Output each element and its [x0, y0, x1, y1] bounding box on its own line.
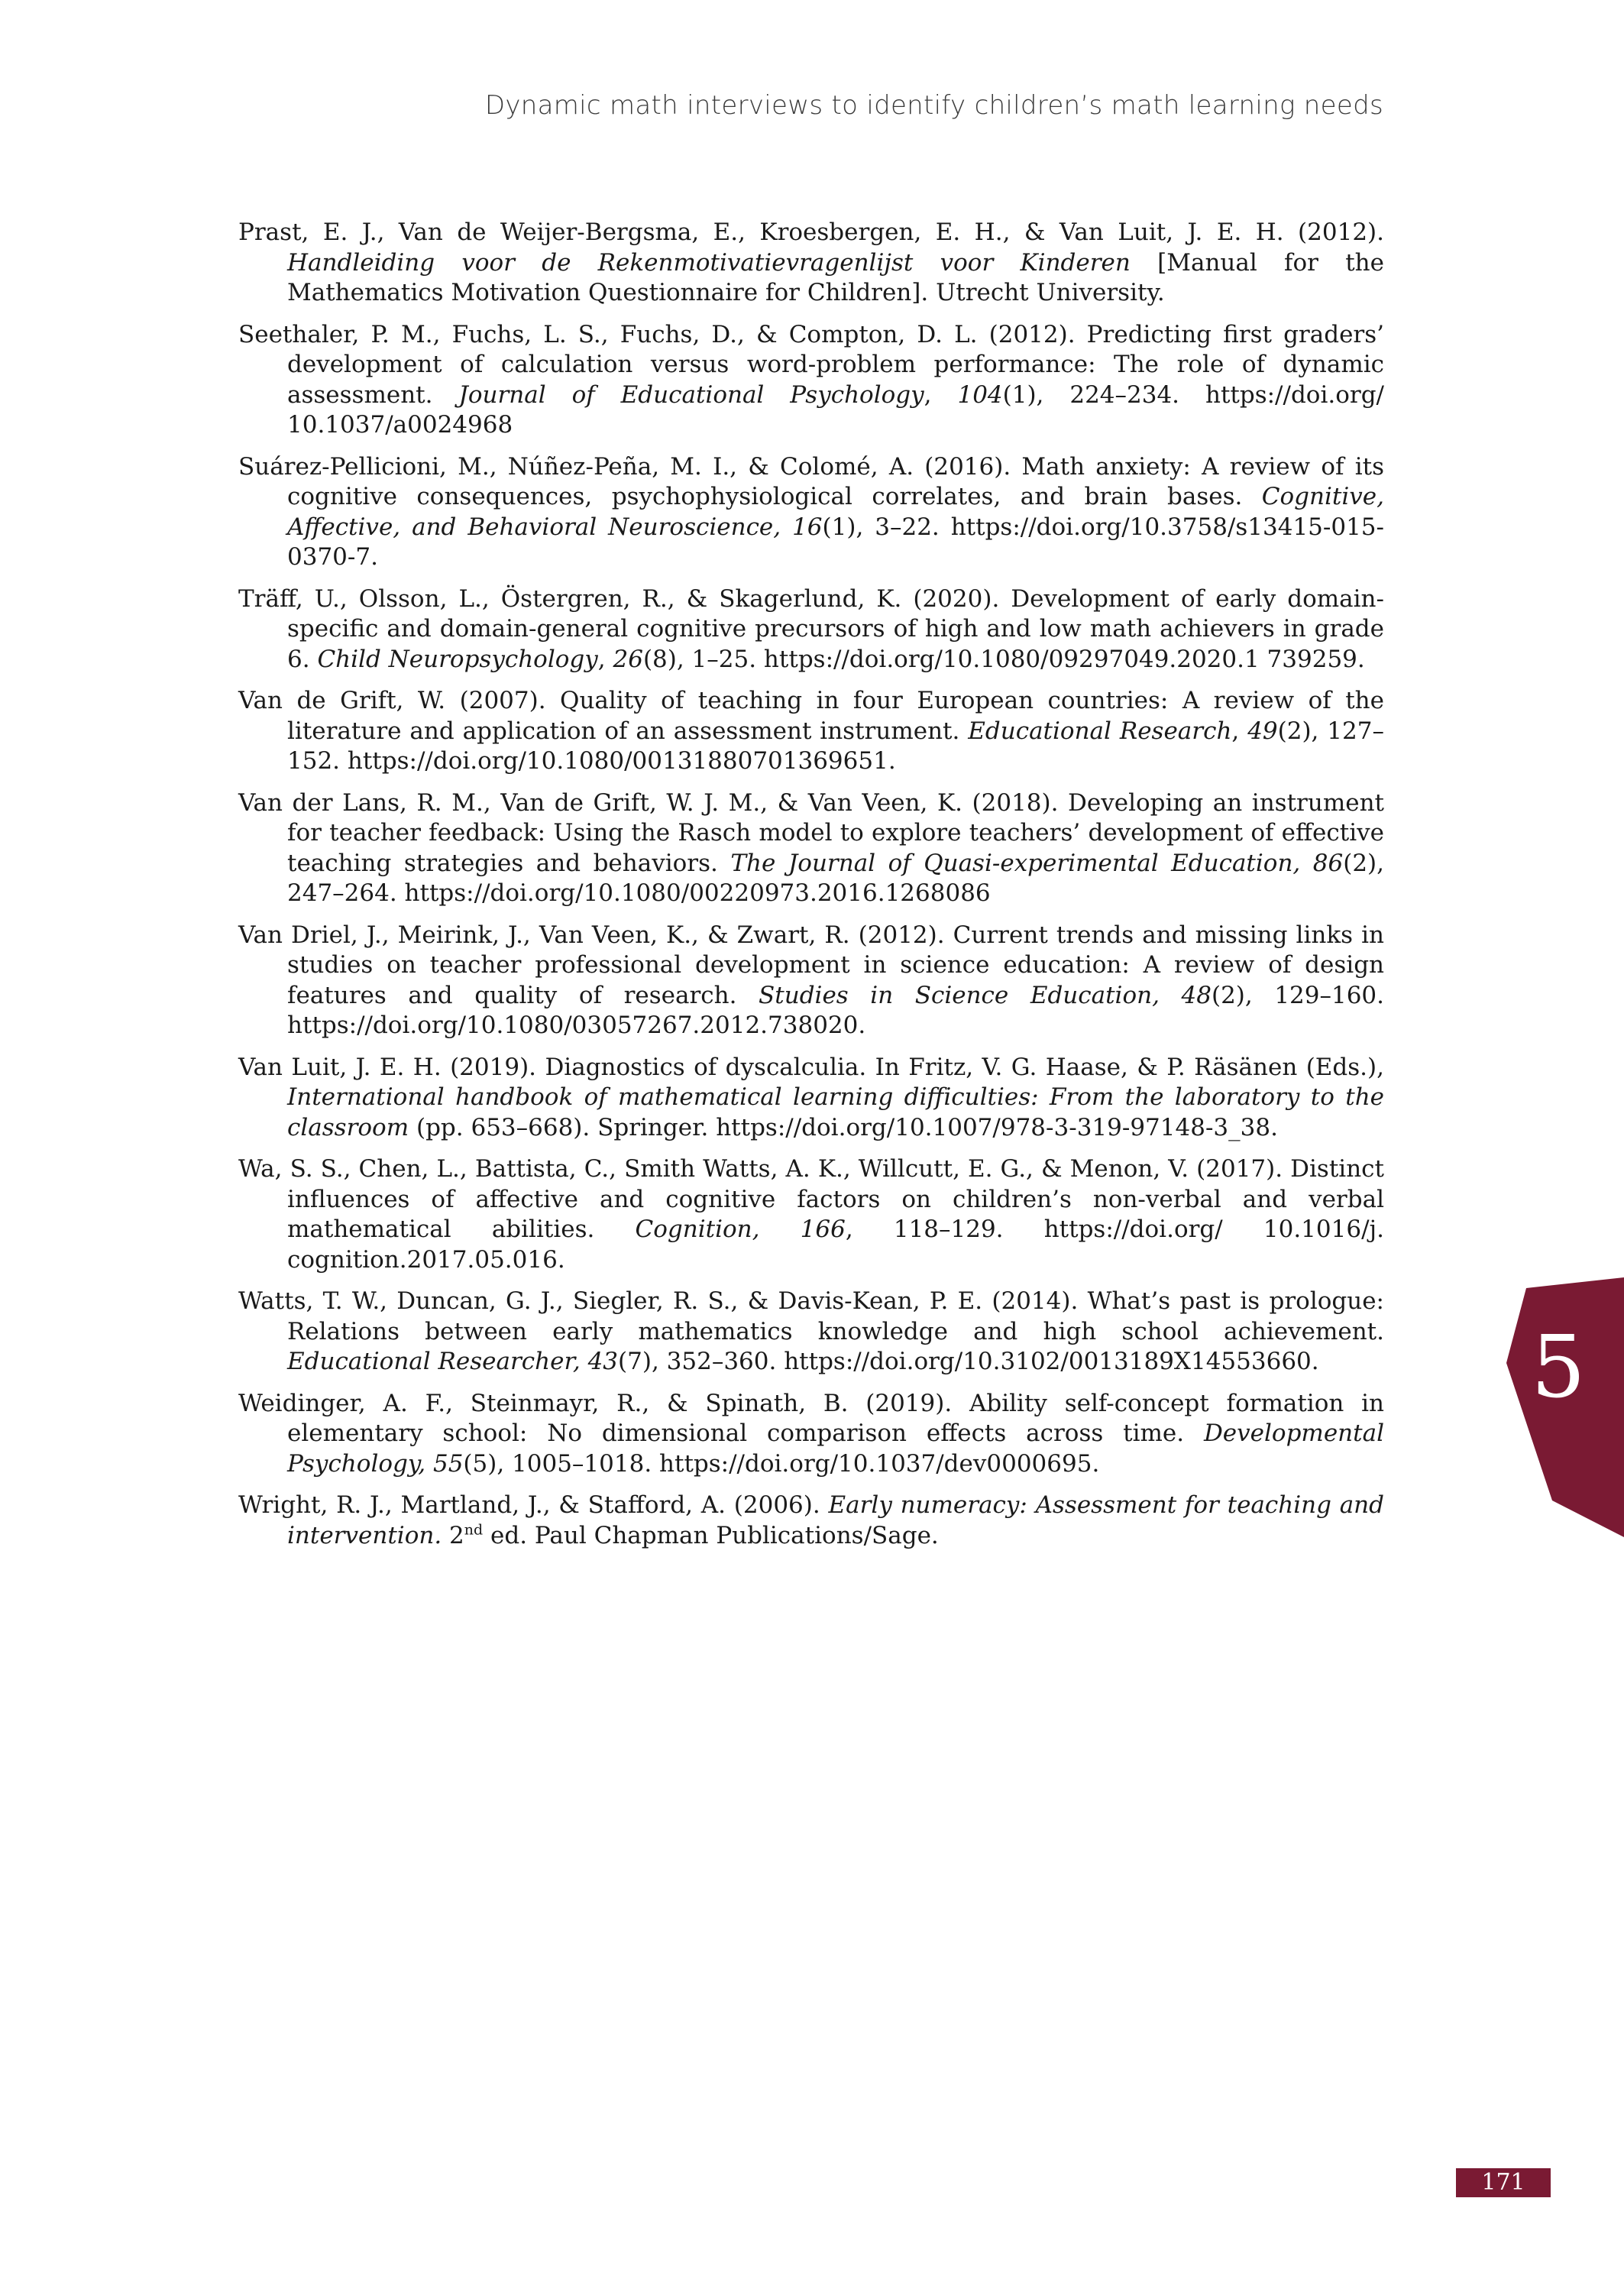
reference-text: (2), 247–264. https://doi.org/10.1080/00220973.2016.1268086 — [287, 849, 1384, 907]
running-header: Dynamic math interviews to identify children’s math learning needs — [484, 90, 1383, 121]
reference-text: (7), 352–360. https://doi.org/10.3102/0013189X14553660. — [618, 1348, 1319, 1375]
reference-text: Träff, U., Olsson, L., Östergren, R., & Skagerlund, K. (2020). Development of early domain-specific and domain-general cognitive precursors of high and low math achievers in grade 6. — [238, 584, 1384, 673]
chapter-tab — [1503, 1277, 1624, 1537]
reference-text: (8), 1–25. https://doi.org/10.1080/09297049.2020.1 739259. — [642, 645, 1365, 673]
reference-text: Wa, S. S., Chen, L., Battista, C., Smith Watts, A. K., Willcutt, E. G., & Menon, V. (2017). Distinct influences of affective and cognitive factors on children’s non-verbal and verbal mathematical abilities. — [238, 1155, 1384, 1243]
reference-journal: Cognitive, Affective, and Behavioral Neuroscience, 16 — [287, 483, 1384, 541]
reference-text: (1), 3–22. https://doi.org/10.3758/s13415-015-0370-7. — [287, 513, 1385, 571]
reference-text: Weidinger, A. F., Steinmayr, R., & Spinath, B. (2019). Ability self-concept formation in elementary school: No dimensional comparison effects across time. — [238, 1389, 1384, 1447]
reference-title: Early numeracy: Assessment for teaching and intervention. — [287, 1491, 1384, 1549]
reference-text: [Manual for the Mathematics Motivation Questionnaire for Children]. Utrecht University. — [287, 248, 1384, 306]
reference-entry — [238, 1053, 1384, 1144]
reference-entry — [238, 1491, 1384, 1551]
reference-journal: Educational Researcher, 43 — [287, 1348, 619, 1375]
reference-entry — [238, 1287, 1384, 1377]
reference-text: Prast, E. J., Van de Weijer-Bergsma, E., Kroesbergen, E. H., & Van Luit, J. E. H. (2012). — [238, 219, 1384, 246]
reference-entry — [238, 320, 1384, 441]
reference-text: Van de Grift, W. (2007). Quality of teaching in four European countries: A review of the literature and application of an assessment instrument. — [238, 687, 1384, 745]
reference-text: Van der Lans, R. M., Van de Grift, W. J. M., & Van Veen, K. (2018). Developing an instrument for teacher feedback: Using the Rasch model to explore teachers’ development of effective teaching strategies and behaviors. — [238, 788, 1384, 877]
ordinal-suffix: nd — [464, 1521, 484, 1539]
reference-entry — [238, 218, 1384, 309]
reference-text: Seethaler, P. M., Fuchs, L. S., Fuchs, D., & Compton, D. L. (2012). Predicting first graders’ development of calculation versus word-problem performance: The role of dynamic assessment. — [238, 320, 1384, 409]
reference-journal: Developmental Psychology, 55 — [287, 1420, 1384, 1478]
reference-journal: Educational Research — [968, 717, 1232, 745]
reference-journal: Cognition, 166 — [635, 1216, 846, 1243]
reference-text: (2), 127–152. https://doi.org/10.1080/00131880701369651. — [287, 717, 1384, 775]
reference-volume: 49 — [1247, 717, 1278, 745]
reference-text: Watts, T. W., Duncan, G. J., Siegler, R. S., & Davis-Kean, P. E. (2014). What’s past is prologue: Relations between early mathematics knowledge and high school achievement. — [238, 1287, 1384, 1345]
reference-text: (pp. 653–668). Springer. https://doi.org/10.1007/978-3-319-97148-3_38. — [409, 1113, 1278, 1141]
reference-text: (1), 224–234. https://doi.org/ 10.1037/a0024968 — [287, 380, 1384, 439]
reference-volume: 26 — [613, 645, 643, 673]
chapter-number: 5 — [1531, 1318, 1586, 1417]
reference-entry — [238, 584, 1384, 675]
reference-journal: Journal of Educational Psychology — [458, 380, 924, 409]
reference-text: , — [924, 380, 958, 409]
reference-title: International handbook of mathematical learning difficulties: From the laboratory to the classroom — [287, 1083, 1384, 1141]
reference-volume: 104 — [957, 380, 1003, 409]
reference-text: (5), 1005–1018. https://doi.org/10.1037/dev0000695. — [463, 1449, 1100, 1478]
reference-text: Van Driel, J., Meirink, J., Van Veen, K., & Zwart, R. (2012). Current trends and missing links in studies on teacher professional development in science education: A review of design features and quality of research. — [238, 921, 1384, 1009]
reference-entry — [238, 788, 1384, 909]
reference-journal: The Journal of Quasi-experimental Education, 86 — [730, 849, 1344, 877]
reference-entry — [238, 921, 1384, 1041]
reference-entry — [238, 452, 1384, 573]
reference-title: Handleiding voor de Rekenmotivatievragenlijst voor Kinderen — [287, 248, 1131, 277]
reference-text: Van Luit, J. E. H. (2019). Diagnostics of dyscalculia. In Fritz, V. G. Haase, & P. Räsänen (Eds.), — [238, 1053, 1384, 1081]
reference-entry — [238, 686, 1384, 777]
reference-entry — [238, 1154, 1384, 1275]
reference-text: Wright, R. J., Martland, J., & Stafford, A. (2006). — [238, 1491, 829, 1519]
reference-text: Suárez-Pellicioni, M., Núñez-Peña, M. I., & Colomé, A. (2016). Math anxiety: A review of its cognitive consequences, psychophysiological correlates, and brain bases. — [238, 452, 1384, 510]
reference-journal: Child Neuropsychology — [317, 645, 598, 673]
reference-entry — [238, 1389, 1384, 1480]
reference-text: ed. Paul Chapman Publications/Sage. — [483, 1521, 939, 1549]
reference-text: , — [1231, 717, 1248, 745]
reference-text: (2), 129–160. https://doi.org/10.1080/03057267.2012.738020. — [287, 981, 1385, 1039]
reference-text: 2 — [442, 1521, 464, 1549]
reference-journal: Studies in Science Education, 48 — [759, 981, 1212, 1009]
page-number: 171 — [1456, 2168, 1551, 2197]
reference-text: , 118–129. https://doi.org/ 10.1016/j. cognition.2017.05.016. — [287, 1216, 1384, 1274]
reference-text: , — [597, 645, 613, 673]
reference-list — [238, 218, 1384, 1562]
